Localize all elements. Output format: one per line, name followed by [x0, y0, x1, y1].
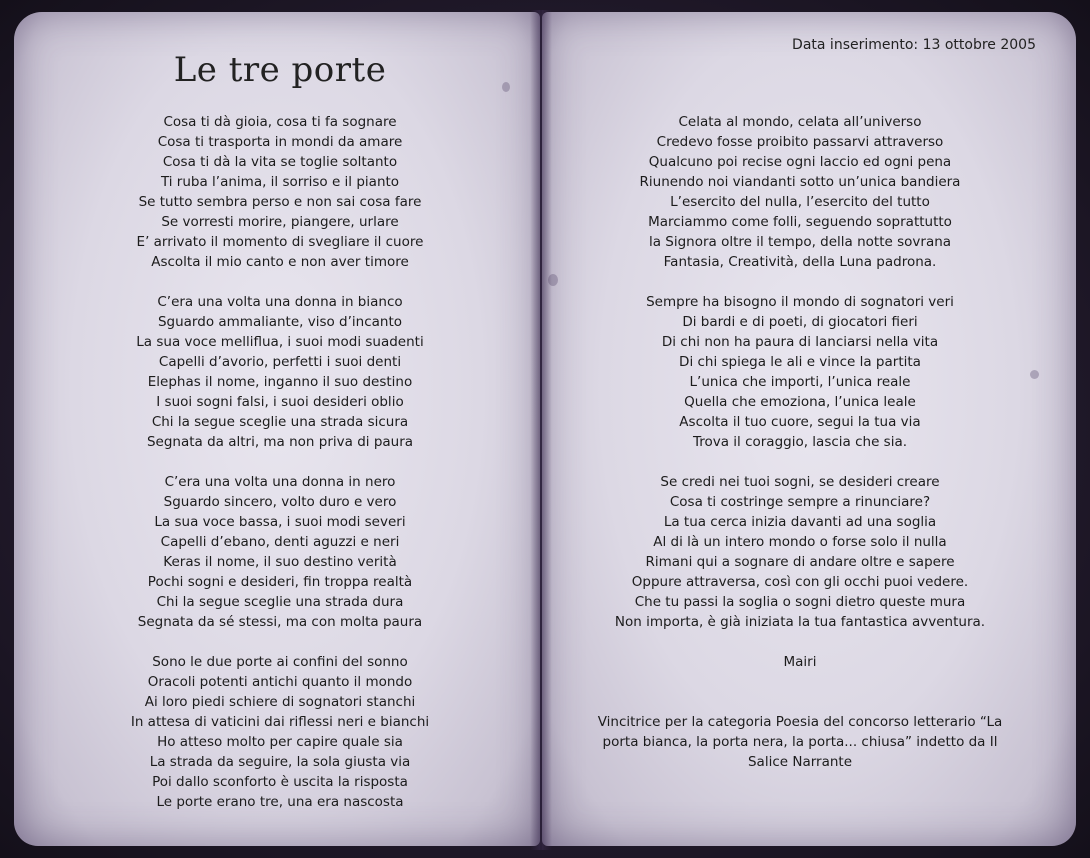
- poem-line: Sguardo sincero, volto duro e vero: [163, 494, 397, 510]
- poem-line: Trova il coraggio, lascia che sia.: [692, 434, 908, 450]
- poem-line: C’era una volta una donna in nero: [164, 474, 396, 490]
- poem-line: Cosa ti costringe sempre a rinunciare?: [669, 494, 931, 510]
- poem-line: Fantasia, Creatività, della Luna padrona.: [663, 254, 937, 270]
- poem-line: Qualcuno poi recise ogni laccio ed ogni pena: [648, 154, 952, 170]
- poem-line: La strada da seguire, la sola giusta via: [149, 754, 411, 770]
- poem-line: Poi dallo sconforto è uscita la risposta: [152, 774, 408, 790]
- page-stain: [1030, 370, 1039, 379]
- poem-line: Di chi spiega le ali e vince la partita: [679, 354, 921, 370]
- poem-line: Cosa ti dà la vita se toglie soltanto: [162, 154, 398, 170]
- poem-line: Cosa ti dà gioia, cosa ti fa sognare: [163, 114, 397, 130]
- poem-line: Riunendo noi viandanti sotto un’unica bandiera: [639, 174, 961, 190]
- poem-line: Sono le due porte ai confini del sonno: [152, 654, 408, 670]
- right-poem-column: [580, 112, 1020, 772]
- poem-line: Al di là un intero mondo o forse solo il nulla: [653, 534, 947, 550]
- left-poem-column: [80, 112, 480, 832]
- poem-line: Segnata da altri, ma non priva di paura: [146, 434, 414, 450]
- stanza: [580, 472, 1020, 632]
- poem-line: Ai loro piedi schiere di sognatori stanchi: [144, 694, 416, 710]
- poem-line: I suoi sogni falsi, i suoi desideri oblio: [156, 394, 404, 410]
- poem-line: C’era una volta una donna in bianco: [157, 294, 403, 310]
- award-note: Vincitrice per la categoria Poesia del concorso letterario “La porta bianca, la porta nera, la porta... chiusa” indetto da Il Salice Narrante: [597, 714, 1003, 770]
- poem-line: Chi la segue sceglie una strada dura: [156, 594, 404, 610]
- poem-line: Di bardi e di poeti, di giocatori fieri: [682, 314, 918, 330]
- poem-line: Se credi nei tuoi sogni, se desideri creare: [660, 474, 940, 490]
- poem-line: Oracoli potenti antichi quanto il mondo: [147, 674, 413, 690]
- poem-line: Quella che emoziona, l’unica leale: [684, 394, 916, 410]
- poem-line: la Signora oltre il tempo, della notte sovrana: [648, 234, 952, 250]
- poem-line: Di chi non ha paura di lanciarsi nella vita: [661, 334, 939, 350]
- date-inserted: Data inserimento: 13 ottobre 2005: [792, 37, 1036, 53]
- poem-line: Celata al mondo, celata all’universo: [678, 114, 922, 130]
- book-spine: [530, 10, 552, 850]
- poem-line: Sguardo ammaliante, viso d’incanto: [157, 314, 403, 330]
- poem-line: Ascolta il tuo cuore, segui la tua via: [679, 414, 921, 430]
- poem-line: Ascolta il mio canto e non aver timore: [151, 254, 409, 270]
- poem-line: In attesa di vaticini dai riflessi neri e bianchi: [130, 714, 430, 730]
- poem-title: Le tre porte: [173, 50, 387, 90]
- stanza: [80, 112, 480, 272]
- poem-line: La tua cerca inizia davanti ad una soglia: [663, 514, 937, 530]
- stanza: [80, 472, 480, 632]
- stanza: [580, 292, 1020, 452]
- poem-line: Credevo fosse proibito passarvi attraverso: [656, 134, 944, 150]
- poem-line: Keras il nome, il suo destino verità: [163, 554, 397, 570]
- stanza: [580, 112, 1020, 272]
- poem-line: Ti ruba l’anima, il sorriso e il pianto: [160, 174, 400, 190]
- poem-line: Sempre ha bisogno il mondo di sognatori veri: [646, 294, 954, 310]
- poem-line: Chi la segue sceglie una strada sicura: [151, 414, 409, 430]
- poem-line: Cosa ti trasporta in mondi da amare: [157, 134, 403, 150]
- poem-line: L’unica che importi, l’unica reale: [689, 374, 911, 390]
- poem-line: Rimani qui a sognare di andare oltre e sapere: [645, 554, 955, 570]
- poem-line: Pochi sogni e desideri, fin troppa realtà: [147, 574, 413, 590]
- stanza: [80, 292, 480, 452]
- author-name: Mairi: [783, 654, 817, 670]
- poem-line: Elephas il nome, inganno il suo destino: [147, 374, 413, 390]
- poem-line: Oppure attraversa, così con gli occhi puoi vedere.: [631, 574, 969, 590]
- poem-line: Se vorresti morire, piangere, urlare: [161, 214, 399, 230]
- poem-line: E’ arrivato il momento di svegliare il cuore: [136, 234, 424, 250]
- poem-line: Che tu passi la soglia o sogni dietro queste mura: [634, 594, 966, 610]
- poem-line: La sua voce melliflua, i suoi modi suadenti: [136, 334, 424, 350]
- poem-line: Marciammo come folli, seguendo soprattutto: [648, 214, 952, 230]
- poem-line: Segnata da sé stessi, ma con molta paura: [137, 614, 423, 630]
- poem-line: L’esercito del nulla, l’esercito del tutto: [670, 194, 930, 210]
- stanza: [80, 652, 480, 812]
- poem-line: Capelli d’ebano, denti aguzzi e neri: [160, 534, 400, 550]
- poem-line: Le porte erano tre, una era nascosta: [156, 794, 404, 810]
- poem-line: Ho atteso molto per capire quale sia: [157, 734, 403, 750]
- poem-line: La sua voce bassa, i suoi modi severi: [154, 514, 406, 530]
- poem-line: Se tutto sembra perso e non sai cosa fare: [138, 194, 422, 210]
- poem-line: Non importa, è già iniziata la tua fantastica avventura.: [614, 614, 986, 630]
- poem-line: Capelli d’avorio, perfetti i suoi denti: [158, 354, 402, 370]
